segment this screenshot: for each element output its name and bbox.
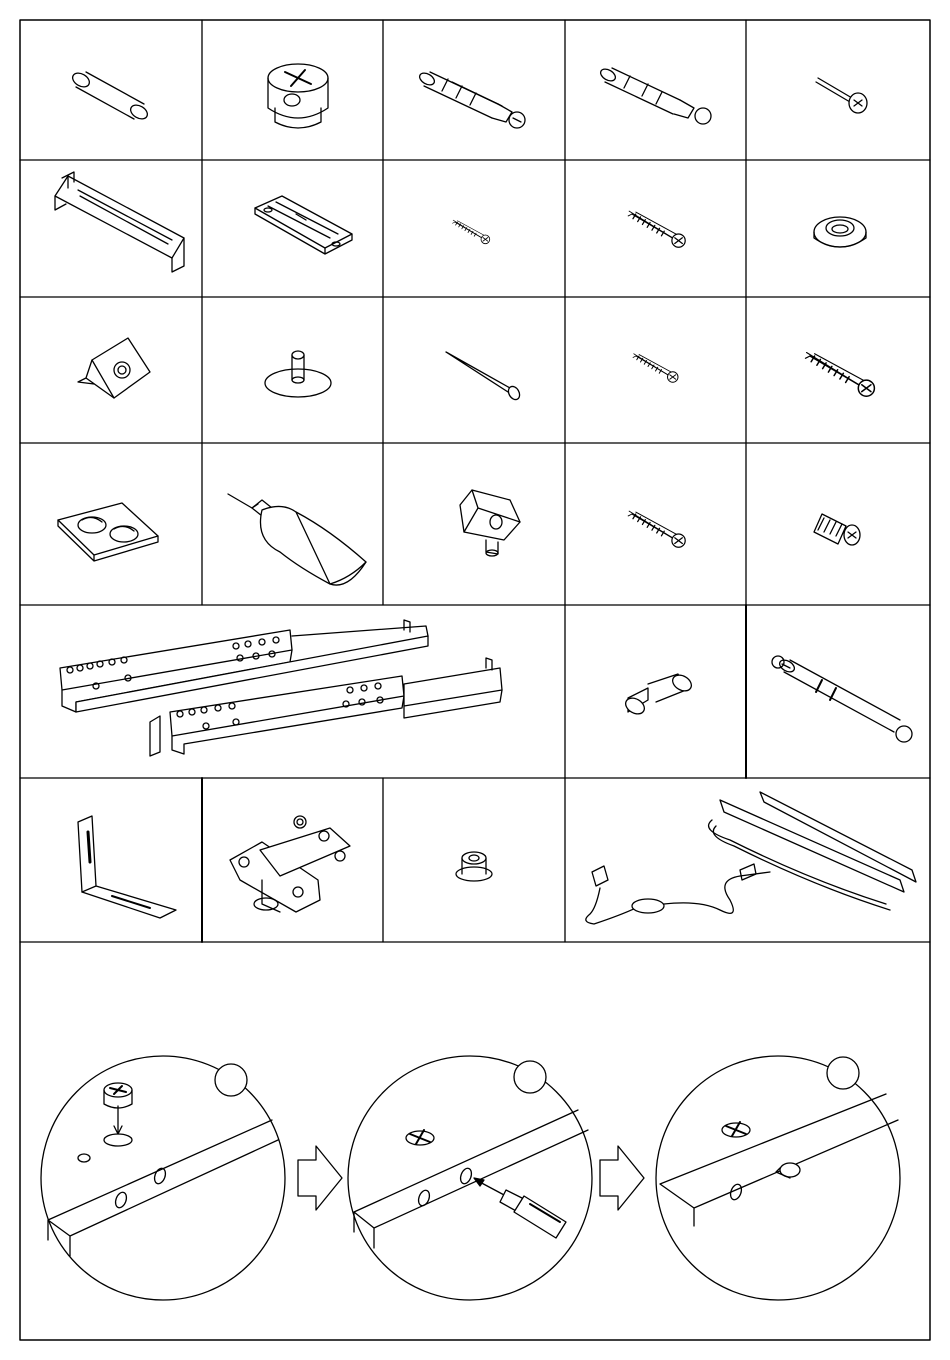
wood-screw-icon bbox=[628, 211, 685, 247]
felt-pad-glide-icon bbox=[265, 351, 331, 397]
pan-head-screw-icon bbox=[816, 78, 867, 113]
adhesive-bumper-pads-icon bbox=[58, 503, 158, 561]
euro-screw-icon bbox=[814, 514, 860, 545]
step-number-circle bbox=[827, 1057, 859, 1089]
stepped-dowel-icon bbox=[623, 672, 694, 717]
rubber-foot-icon bbox=[456, 852, 492, 881]
glue-tube-icon bbox=[228, 494, 366, 585]
shelf-support-icon bbox=[460, 490, 520, 556]
mounting-plate-icon bbox=[255, 196, 352, 254]
hinge-icon bbox=[230, 816, 350, 912]
double-ended-connector-bolt-icon bbox=[772, 656, 912, 742]
plastic-washer-cap-icon bbox=[814, 217, 866, 247]
nail-icon bbox=[446, 352, 522, 402]
wood-screw-medium-icon bbox=[628, 511, 685, 547]
assembly-step-3 bbox=[656, 1056, 900, 1300]
wooden-dowel-icon bbox=[70, 70, 150, 121]
step-number-circle bbox=[514, 1061, 546, 1093]
assembly-step-2 bbox=[348, 1056, 592, 1300]
corner-block-icon bbox=[78, 338, 150, 398]
cam-lock-nut-icon bbox=[268, 64, 328, 128]
step-arrow-icon bbox=[600, 1146, 644, 1210]
assembly-step-1 bbox=[41, 1056, 285, 1300]
step-arrow-icon bbox=[298, 1146, 342, 1210]
cam-bolt-long-icon bbox=[599, 67, 711, 124]
step-number-circle bbox=[215, 1064, 247, 1096]
drawer-front-bracket-icon bbox=[55, 172, 184, 272]
short-wood-screw-icon bbox=[453, 220, 490, 244]
led-strip-light-kit-icon bbox=[586, 792, 916, 924]
l-angle-bracket-icon bbox=[78, 816, 176, 918]
drawer-slide-rails-icon bbox=[60, 620, 502, 756]
long-wood-screw-icon bbox=[805, 353, 874, 397]
wood-screw-small-icon bbox=[633, 354, 678, 383]
cam-bolt-dowel-icon bbox=[418, 71, 525, 128]
